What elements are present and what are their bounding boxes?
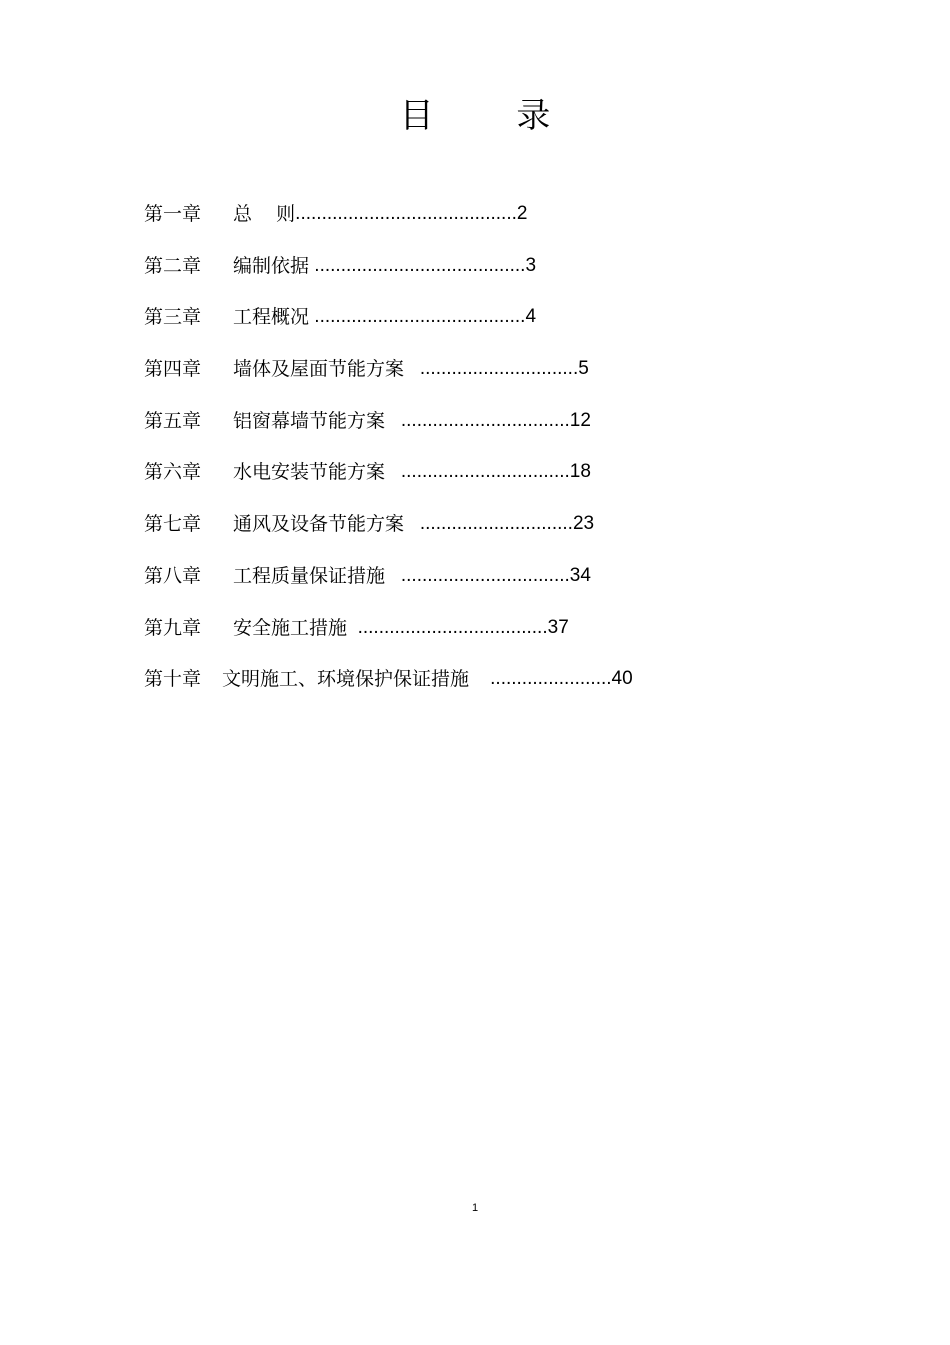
toc-chapter-number: 第八章 [144,564,202,587]
toc-chapter-title: 墙体及屋面节能方案 [233,358,405,381]
toc-entry[interactable] [144,664,764,716]
toc-entry[interactable] [144,251,764,303]
toc-chapter-number: 第九章 [144,616,202,639]
toc-chapter-title: 工程质量保证措施 [233,564,386,587]
toc-chapter-title: 铝窗幕墙节能方案 [233,409,386,432]
toc-dot-leader: .............................. [404,358,579,380]
toc-page-ref: 34 [569,564,591,586]
toc-chapter-number: 第五章 [144,409,202,432]
toc-chapter-number: 第四章 [144,358,202,381]
toc-dot-leader: ....................... [469,668,612,690]
toc-page-ref: 40 [611,668,633,690]
toc-chapter-title: 通风及设备节能方案 [233,513,405,536]
toc-chapter-title: 文明施工、环境保护保证措施 [222,668,470,691]
toc-chapter-number: 第六章 [144,461,202,484]
toc-entry[interactable] [144,561,764,613]
toc-page-ref: 12 [569,409,591,431]
toc-page-ref: 37 [547,616,569,638]
toc-dot-leader: ............................. [404,513,573,535]
toc-chapter-number: 第七章 [144,513,202,536]
toc-entry[interactable] [144,354,764,406]
toc-page-ref: 2 [516,203,528,224]
page-title: 目 录 [399,96,587,136]
toc-entry[interactable] [144,302,764,354]
toc-entry[interactable] [144,199,764,251]
toc-chapter-number: 第三章 [144,306,202,329]
toc-page-ref: 4 [525,306,537,328]
page-number: 1 [471,1202,479,1214]
toc-page-ref: 18 [569,461,591,483]
toc-dot-leader: ........................................ [309,254,526,276]
toc-chapter-title: 总 则 [233,203,296,225]
toc-dot-leader: .......................................... [295,203,517,224]
toc-dot-leader: ................................ [385,461,570,483]
toc-entry[interactable] [144,406,764,458]
toc-chapter-title: 安全施工措施 [233,616,348,639]
toc-chapter-title: 水电安装节能方案 [233,461,386,484]
toc-dot-leader: .................................... [347,616,548,638]
toc-dot-leader: ................................ [385,564,570,586]
toc-chapter-title: 编制依据 [233,254,310,277]
toc-page-ref: 23 [572,513,595,535]
toc-entry[interactable] [144,613,764,665]
toc-entry[interactable] [144,457,764,509]
toc-entry[interactable] [144,509,764,561]
toc-page-ref: 3 [525,254,537,276]
toc-chapter-number: 第一章 [144,203,202,225]
toc-chapter-number: 第二章 [144,254,202,277]
toc-chapter-number: 第十章 [144,668,202,691]
toc-page-ref: 5 [578,358,589,380]
toc-dot-leader: ................................ [385,409,570,431]
toc-dot-leader: ........................................ [309,306,526,328]
toc-chapter-title: 工程概况 [233,306,310,329]
table-of-contents [144,199,764,716]
